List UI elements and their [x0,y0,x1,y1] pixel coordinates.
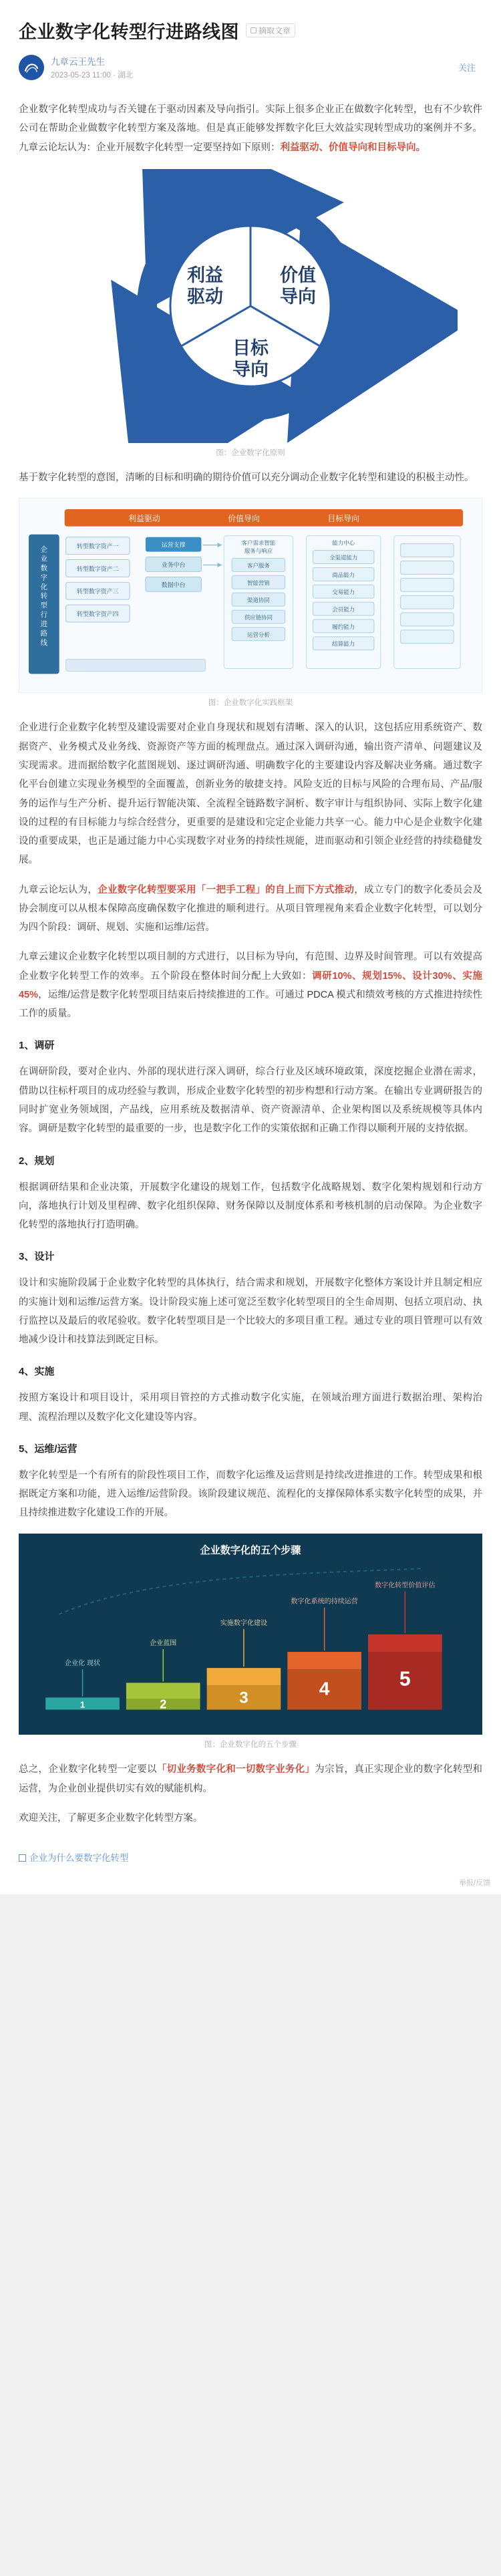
svg-text:导向: 导向 [280,286,316,307]
page-title: 企业数字化转型行进路线图 [19,22,239,42]
section-4-text: 按照方案设计和项目设计，采用项目管控的方式推动数字化实施，在领域治理方面进行数据治理、架构治理、流程治理以及数字化文化建设等内容。 [19,1393,482,1423]
svg-text:数字化系统的持续运营: 数字化系统的持续运营 [291,1598,358,1606]
svg-text:运营分析: 运营分析 [247,631,270,638]
svg-text:运营支撑: 运营支撑 [161,541,186,549]
author-meta-text: 2023-05-23 11:00 · 湖北 [51,71,134,80]
paragraph-conclusion-a: 总之，企业数字化转型一定要以 [19,1764,157,1775]
svg-text:全渠道能力: 全渠道能力 [329,554,358,561]
svg-text:转型数字资产四: 转型数字资产四 [77,611,119,618]
svg-text:渠道协同: 渠道协同 [247,597,270,604]
svg-text:转: 转 [40,593,48,601]
paragraph-followup: 欢迎关注，了解更多企业数字化转型方案。 [19,1812,203,1824]
section-4-title: 4、实施 [19,1366,55,1378]
doc-icon [251,27,257,33]
svg-text:数字化转型价值评估: 数字化转型价值评估 [375,1582,436,1590]
svg-text:商品能力: 商品能力 [332,571,355,579]
section-2-title: 2、规划 [19,1155,55,1167]
original-badge-label: 摘取文章 [259,26,291,35]
author-name[interactable]: 九章云王先生 [51,57,105,67]
svg-text:价值导向: 价值导向 [228,513,260,523]
svg-text:数据中台: 数据中台 [161,581,186,589]
figure2-caption: 图：企业数字化实践框架 [208,699,293,708]
svg-text:5: 5 [399,1668,411,1691]
svg-text:实施数字化建设: 实施数字化建设 [220,1619,268,1627]
svg-text:转型数字资产二: 转型数字资产二 [77,565,119,573]
paragraph-5-highlight: 调研10%、规划15%、设计30%、实施 45% [19,970,482,1000]
section-2-text: 根据调研结果和企业决策，开展数字化建设的规划工作，包括数字化战略规划、数字化架构规划和行动方向，落地执行计划及里程碑、数字化组织保障、财务保障以及制度体系和考核机制的启动保障。为企业数字化转型的落地执行打造明确。 [19,1181,482,1231]
svg-text:4: 4 [319,1678,330,1699]
svg-text:进: 进 [40,620,48,628]
figure1-caption: 图：企业数字化原则 [216,448,285,457]
svg-text:价值: 价值 [280,265,316,285]
paragraph-conclusion-highlight: 「切业务数字化和一切数字业务化」 [156,1764,315,1775]
svg-text:智能营销: 智能营销 [247,579,270,587]
paragraph-4 [19,881,482,938]
svg-text:驱动: 驱动 [187,286,223,307]
svg-text:能力中心: 能力中心 [332,539,355,547]
section-3-text: 设计和实施阶段属于企业数字化转型的具体执行，结合需求和规划，开展数字化整体方案设计并且制定相应的实施计划和运维/运营方案。设计阶段实施上述可宽泛至数字化转型项目的全生命周期、包括立项启动、执行监控以及最后的收尾验收。数字化转型项目是一个比较大的多项目重工程。通过专业的项目管理可以有效地减少设计和技算法到既定目标。 [19,1278,482,1346]
svg-text:履约能力: 履约能力 [332,623,355,630]
svg-text:转型数字资产一: 转型数字资产一 [77,543,119,550]
paragraph-5-a: 九章云建议企业数字化转型以项目制的方式进行，以目标为导向，有范围、边界及时间管理。可以有效提高企业数字化转型工作的效率。五个阶段在整体时间分配上大致如： [19,952,482,982]
paragraph-conclusion-c: 为宗旨，真正实现企业的数字化转型和运营，为企业创业提供切实有效的赋能机构。 [19,1764,483,1794]
figure3-caption: 图：企业数字化的五个步骤 [204,1741,297,1749]
svg-text:2: 2 [160,1697,167,1711]
svg-text:转型数字资产三: 转型数字资产三 [77,588,119,595]
svg-text:路: 路 [40,629,48,637]
svg-text:利益: 利益 [187,265,223,285]
figure-circle-diagram [0,169,501,443]
svg-text:业: 业 [40,555,48,563]
svg-text:企业化 现状: 企业化 现状 [65,1659,101,1667]
svg-text:行: 行 [40,611,48,619]
report-link[interactable]: 举报/反馈 [458,1879,490,1888]
svg-text:3: 3 [239,1689,248,1707]
svg-text:客户需求智能: 客户需求智能 [241,539,276,547]
svg-text:数: 数 [40,565,48,573]
svg-text:化: 化 [40,583,48,591]
section-1-title: 1、调研 [19,1040,55,1052]
related-article-label: 企业为什么要数字化转型 [29,1853,129,1864]
paragraph-4-a: 九章云论坛认为， [19,884,98,895]
svg-text:会员能力: 会员能力 [332,606,355,613]
link-icon [19,1854,26,1862]
svg-text:供应链协同: 供应链协同 [244,614,273,621]
paragraph-5-c: ，运维/运营是数字化转型项目结束后持续推进的工作。可通过 PDCA 模式和绩效考核的方式推进持续性工作的质量。 [19,989,482,1020]
paragraph-5 [19,948,482,1023]
paragraph-intro [19,100,482,157]
paragraph-4-c: ，成立专门的数字化委员会及协会制度可以从根本保障高度确保数字化推进的顺利进行。从项目管理视角来看企业数字化转型，可以划分为四个阶段：调研、规划、实施和运维/运营。 [19,884,483,934]
svg-text:服务与响应: 服务与响应 [244,547,273,555]
section-3-title: 3、设计 [19,1251,55,1263]
svg-text:线: 线 [40,639,48,647]
svg-text:企业蓝图: 企业蓝图 [150,1639,177,1647]
svg-text:字: 字 [40,574,48,582]
related-article-link[interactable] [0,1838,501,1868]
svg-text:交易能力: 交易能力 [332,589,355,596]
paragraph-conclusion [19,1760,482,1798]
original-badge [246,23,295,37]
svg-text:导向: 导向 [232,359,269,380]
section-5-text: 数字化转型是一个有所有的阶段性项目工作，而数字化运维及运营则是持续改进推进的工作。转型成果和根据既定方案和功能，进入运维/运营阶段。该阶段建议规范、流程化的支撑保障体系实数字化转型的成果，并且持续推进数字化建设工作的开展。 [19,1469,482,1519]
title-row [0,0,501,47]
svg-text:目标导向: 目标导向 [327,513,359,523]
svg-text:企: 企 [40,546,48,554]
svg-text:结算能力: 结算能力 [332,640,355,648]
svg-text:型: 型 [40,602,48,610]
svg-text:目标: 目标 [232,337,269,358]
figure-roadmap-diagram [19,498,482,693]
paragraph-4-highlight: 企业数字化转型要采用「一把手工程」的自上而下方式推动 [98,884,355,895]
svg-text:业务中台: 业务中台 [161,561,186,569]
avatar[interactable] [19,55,44,80]
svg-text:客户服务: 客户服务 [247,562,270,569]
author-meta [51,54,445,80]
section-5-title: 5、运维/运营 [19,1443,77,1455]
section-1-text: 在调研阶段，要对企业内、外部的现状进行深入调研，综合行业及区域环境政策，深度挖掘企业潜在需求，借助以往标杆项目的成功经验与教训，形成企业数字化转型的初步构想和行动方案。在输出专业调研报告的同时扩宽业务领域图，产品线，应用系统及数据清单、资产资源清单、企业架构图以及系统规模等具体内容。调研是数字化转型的最重要的一步，也是数字化工作的实策依据和正确工作得以顺利开展的支持依据。 [19,1066,482,1135]
paragraph-2: 基于数字化转型的意图，清晰的目标和明确的期待价值可以充分调动企业数字化转型和建设的积极主动性。 [19,472,474,483]
author-row [0,47,501,90]
paragraph-3: 企业进行企业数字化转型及建设需要对企业自身现状和规划有清晰、深入的认识，这包括应用系统资产、数据资产、业务模式及业务线、资源资产等方面的梳理盘点。通过深入调研沟通，输出资产清单、问题建议及实现需求。进而据给数字化蓝图规划、逐过调研沟通、明确数字化的主要建设内容及解决业务痛。通过数字化平台创建立实现业务模型的全面覆盖，创新业务的敏捷支持。风险支近的目标与风险的合理布局、产品/服务的运作与生产分析、提升运行智能决策、全流程全链路数字洞析、数字审计与组织协同、实际上数字化建设的过程的有目标能力与综合经营分，更重要的是建设和完定企业能力共享一心。能力中心是企业数字化建设的重要成果，也正是通过能力中心实现数字对业务的持续性规能，进而驱动和引领企业经营的持续稳健发展。 [19,722,482,866]
svg-text:企业数字化的五个步骤: 企业数字化的五个步骤 [200,1544,301,1556]
paragraph-intro-text: 企业数字化转型成功与否关键在于驱动因素及导向指引。实际上很多企业正在做数字化转型，也有不少软件公司在帮助企业做数字化转型方案及落地。但是真正能够发挥数字化巨大效益实现转型成功的案例并不多。九章云论坛认为：企业开展数字化转型一定要坚持如下原则： [19,104,482,153]
follow-button[interactable]: 关注 [452,58,482,76]
svg-text:1: 1 [79,1699,86,1710]
figure-steps-diagram [19,1534,482,1735]
paragraph-intro-highlight: 利益驱动、价值导向和目标导向。 [280,142,426,153]
svg-text:利益驱动: 利益驱动 [128,513,160,523]
